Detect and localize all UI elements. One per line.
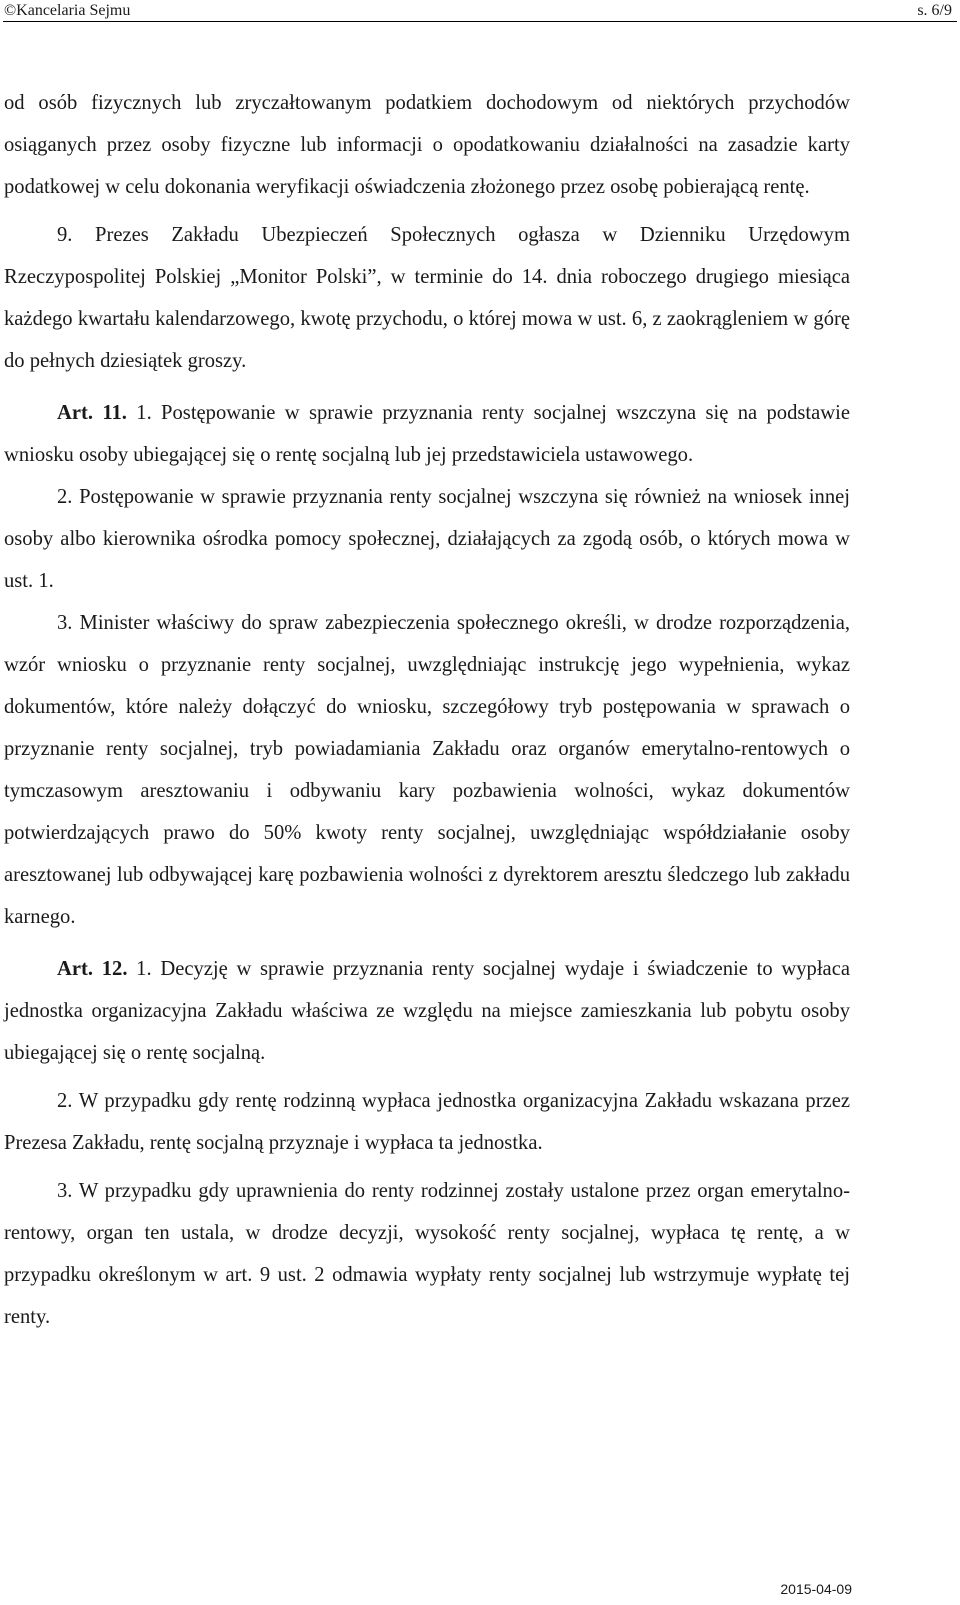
header-divider: [3, 21, 957, 22]
paragraph-text: 3. Minister właściwy do spraw zabezpieczenia społecznego określi, w drodze rozporządzenia, wzór wniosku o przyznanie renty socjalnej, uwzględniając instrukcję jego wypełnienia, wykaz dokumentów, które należy dołączyć do wniosku, szczegółowy tryb postępowania w sprawach o przyznanie renty socjalnej, tryb powiadamiania Zakładu oraz organów emerytalno-rentowych o tymczasowym aresztowaniu i odbywaniu kary pozbawienia wolności, wykaz dokumentów potwierdzających prawo do 50% kwoty renty socjalnej, uwzględniając współdziałanie osoby aresztowanej lub odbywającej karę pozbawienia wolności z dyrektorem aresztu śledczego lub zakładu karnego.: [4, 612, 850, 928]
article-11-ust-1: [4, 392, 850, 476]
page-number: s. 6/9: [917, 2, 952, 19]
paragraph-text: 1. Decyzję w sprawie przyznania renty socjalnej wydaje i świadczenie to wypłaca jednostka organizacyjna Zakładu właściwa ze względu na miejsce zamieszkania lub pobytu osoby ubiegającej się o rentę socjalną.: [4, 958, 850, 1064]
article-11-ust-3: [4, 602, 850, 938]
article-number: Art. 12.: [57, 958, 128, 980]
article-number: Art. 11.: [57, 402, 127, 424]
paragraph-text: 2. W przypadku gdy rentę rodzinną wypłaca jednostka organizacyjna Zakładu wskazana przez Prezesa Zakładu, rentę socjalną przyznaje i wypłaca ta jednostka.: [4, 1090, 850, 1154]
paragraph-text: od osób fizycznych lub zryczałtowanym podatkiem dochodowym od niektórych przychodów osiąganych przez osoby fizyczne lub informacji o opodatkowaniu działalności na zasadzie karty podatkowej w celu dokonania weryfikacji oświadczenia złożonego przez osobę pobierającą rentę.: [4, 92, 850, 198]
paragraph-ust-9: [4, 214, 850, 382]
paragraph-text: 3. W przypadku gdy uprawnienia do renty rodzinnej zostały ustalone przez organ emerytalno-rentowy, organ ten ustala, w drodze decyzji, wysokość renty socjalnej, wypłaca tę rentę, a w przypadku określonym w art. 9 ust. 2 odmawia wypłaty renty socjalnej lub wstrzymuje wypłatę tej renty.: [4, 1180, 850, 1328]
paragraph-text: 1. Postępowanie w sprawie przyznania renty socjalnej wszczyna się na podstawie wniosku osoby ubiegającej się o rentę socjalną lub jej przedstawiciela ustawowego.: [4, 402, 850, 466]
paragraph-text: 9. Prezes Zakładu Ubezpieczeń Społecznych ogłasza w Dzienniku Urzędowym Rzeczypospolitej Polskiej „Monitor Polski”, w terminie do 14. dnia roboczego drugiego miesiąca każdego kwartału kalendarzowego, kwotę przychodu, o której mowa w ust. 6, z zaokrągleniem w górę do pełnych dziesiątek groszy.: [4, 224, 850, 372]
copyright-label: ©Kancelaria Sejmu: [4, 2, 131, 19]
article-12-ust-1: [4, 948, 850, 1074]
paragraph-continuation: [4, 82, 850, 208]
article-12-ust-3: [4, 1170, 850, 1338]
document-date: 2015-04-09: [780, 1581, 852, 1597]
article-11-ust-2: [4, 476, 850, 602]
page-header: [0, 0, 960, 22]
document-body: [4, 82, 850, 1338]
article-12-ust-2: [4, 1080, 850, 1164]
paragraph-text: 2. Postępowanie w sprawie przyznania renty socjalnej wszczyna się również na wniosek innej osoby albo kierownika ośrodka pomocy społecznej, działających za zgodą osób, o których mowa w ust. 1.: [4, 486, 850, 592]
